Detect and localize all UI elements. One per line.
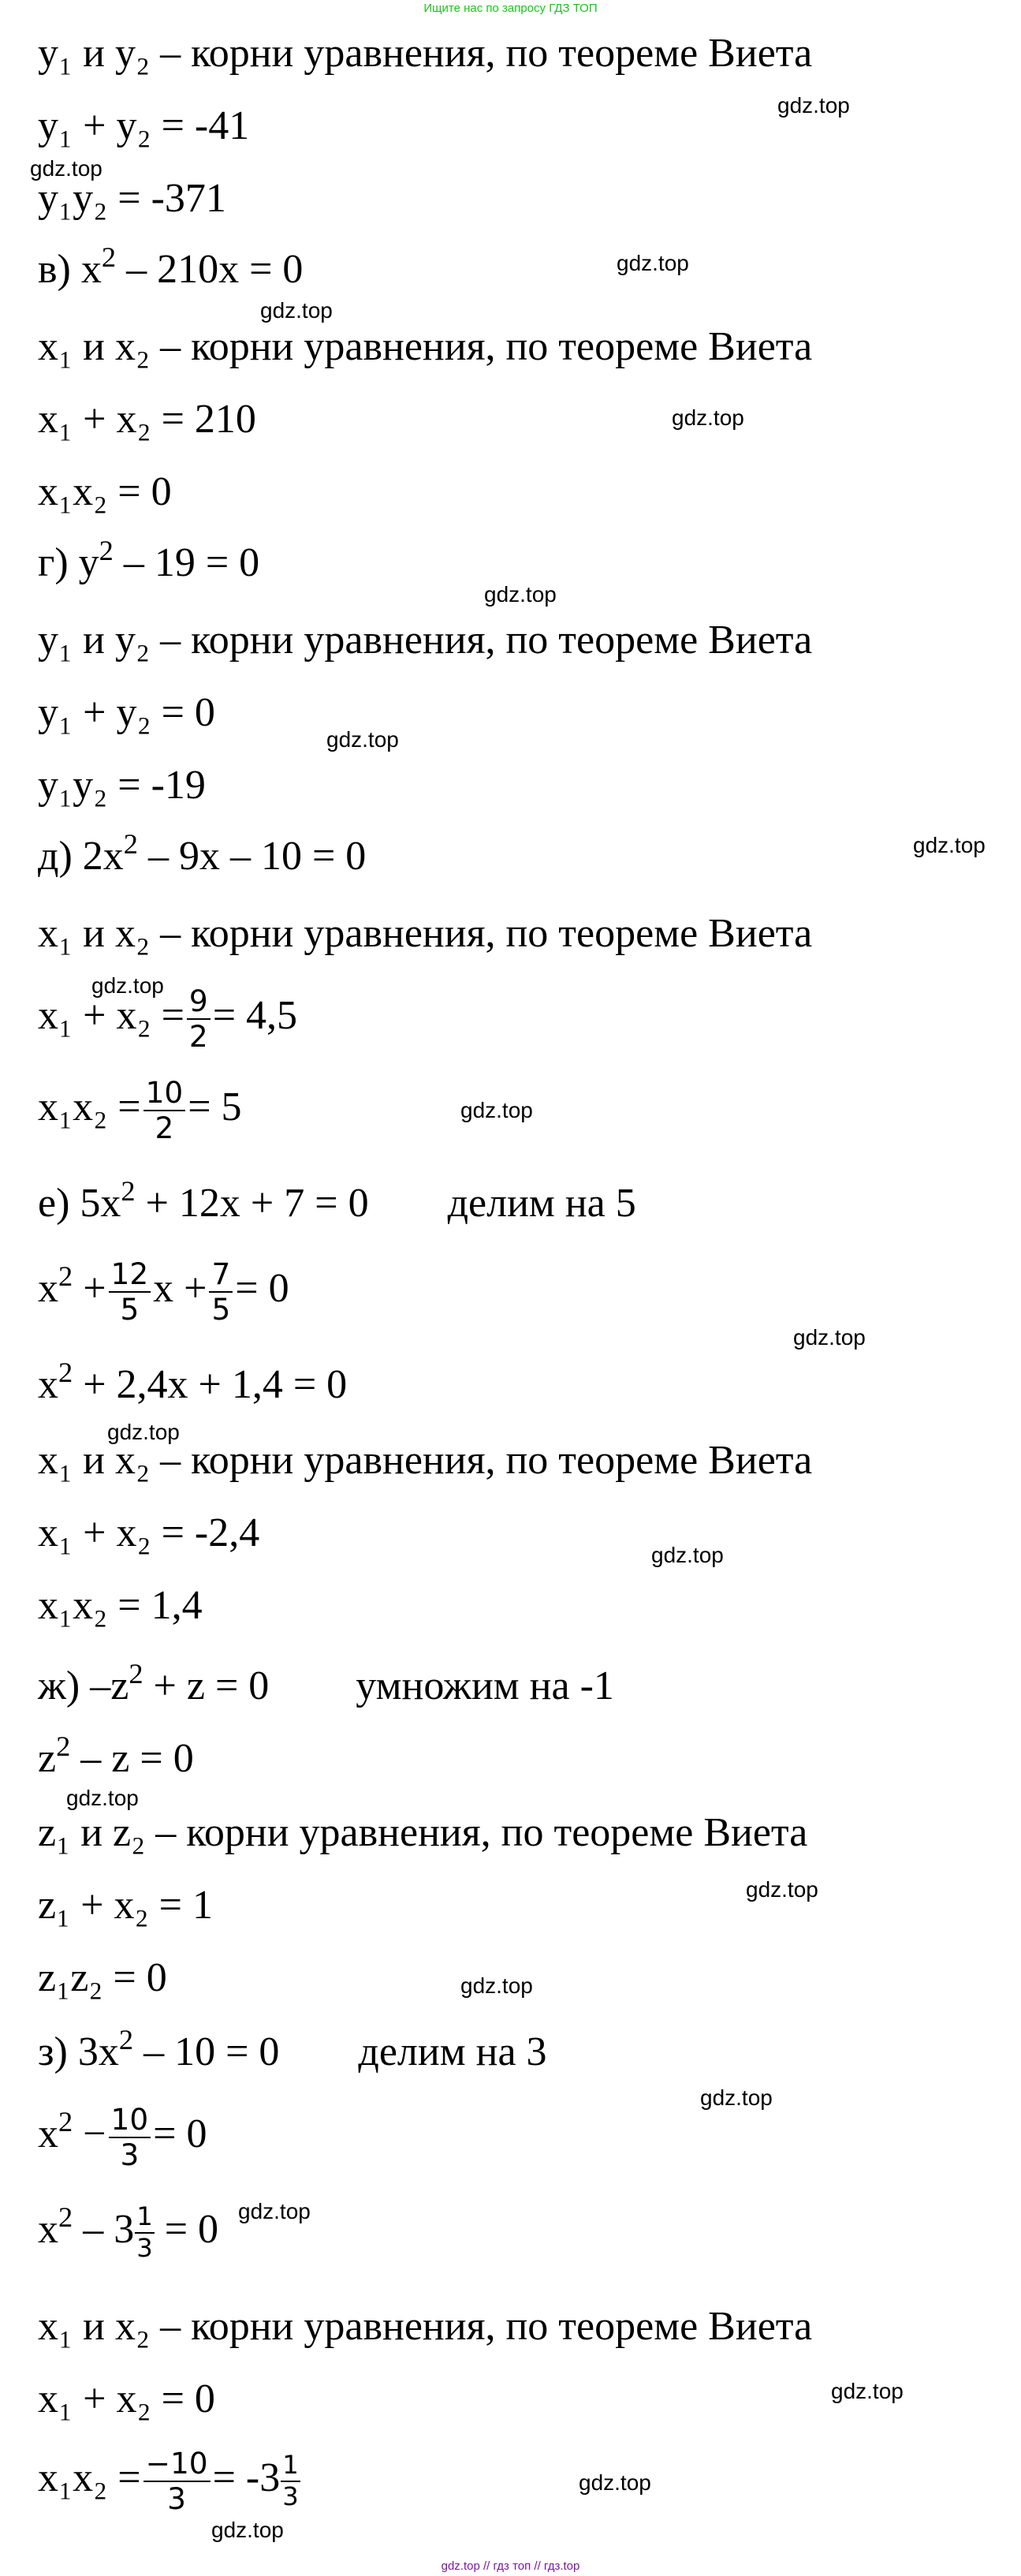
equation-z-divided: $x^2$ − $\frac{10}{3}$ = 0 <box>38 2102 207 2173</box>
vieta-statement-zh: z₁ и z₂ – корни уравнения, по теореме Виета <box>38 1810 808 1855</box>
equation-e-decimal: $x^2 + 2,4x + 1,4 = 0$ <box>38 1356 348 1407</box>
watermark: gdz.top <box>672 405 744 430</box>
watermark: gdz.top <box>579 2470 651 2495</box>
watermark: gdz.top <box>326 727 399 752</box>
watermark: gdz.top <box>700 2085 773 2110</box>
vieta-statement-d: x₁ и x₂ – корни уравнения, по теореме Виета <box>38 911 813 956</box>
watermark: gdz.top <box>460 1098 533 1122</box>
watermark: gdz.top <box>617 251 689 275</box>
watermark: gdz.top <box>460 1973 533 1998</box>
product-of-roots-v: x₁x₂ = 0 <box>38 469 172 514</box>
watermark: gdz.top <box>30 156 102 181</box>
equation-d: д) $2x^2 - 9x - 10 = 0$ <box>38 827 367 879</box>
watermark: gdz.top <box>91 973 164 998</box>
vieta-statement-v: x₁ и x₂ – корни уравнения, по теореме Виета <box>38 324 813 369</box>
product-of-roots-e: x₁x₂ = 1,4 <box>38 1583 203 1628</box>
footer-links: gdz.top // гдз топ // гдз.top <box>441 2559 580 2573</box>
vieta-statement-z: x₁ и x₂ – корни уравнения, по теореме Виета <box>38 2304 813 2349</box>
watermark: gdz.top <box>211 2518 284 2542</box>
equation-z: з) $3x^2 - 10 = 0$ делим на 3 <box>38 2023 547 2074</box>
sum-of-roots-g: y₁ + y₂ = 0 <box>38 690 215 735</box>
product-of-roots-zh: z₁z₂ = 0 <box>38 1955 167 2000</box>
vieta-statement-e: x₁ и x₂ – корни уравнения, по теореме Виета <box>38 1438 813 1483</box>
equation-zh: ж) $-z^2 + z = 0$ умножим на -1 <box>38 1657 614 1708</box>
watermark: gdz.top <box>651 1543 724 1567</box>
watermark: gdz.top <box>107 1420 180 1444</box>
watermark: gdz.top <box>913 833 986 857</box>
vieta-statement-g: y₁ и y₂ – корни уравнения, по теореме Виета <box>38 618 813 663</box>
watermark: gdz.top <box>746 1877 818 1902</box>
fraction: $\frac{10}{3}$ <box>109 2104 151 2171</box>
sum-of-roots-zh: z₁ + x₂ = 1 <box>38 1883 213 1928</box>
fraction: $\frac{1}{3}$ <box>136 2201 153 2263</box>
fraction: $\frac{7}{5}$ <box>209 1259 233 1326</box>
watermark: gdz.top <box>777 93 850 118</box>
fraction: $\frac{1}{3}$ <box>282 2450 299 2512</box>
watermark: gdz.top <box>238 2199 311 2223</box>
equation-v: в) $x^2 - 210x = 0$ <box>38 241 304 292</box>
sum-of-roots-z: x₁ + x₂ = 0 <box>38 2376 215 2421</box>
watermark: gdz.top <box>793 1325 866 1350</box>
search-banner: Ищите нас по запросу ГДЗ ТОП <box>423 2 598 15</box>
fraction: $\frac{9}{2}$ <box>187 986 211 1053</box>
product-of-roots-d: x₁x₂ = $\frac{10}{2}$ = 5 <box>38 1075 242 1146</box>
fraction: $\frac{10}{2}$ <box>143 1077 186 1144</box>
fraction: $\frac{-10}{3}$ <box>143 2448 211 2515</box>
product-of-roots-g: y₁y₂ = -19 <box>38 763 206 808</box>
watermark: gdz.top <box>66 1786 139 1810</box>
sum-of-roots-y: y₁ + y₂ = -41 <box>38 103 250 148</box>
equation-e-divided: $x^2$ + $\frac{12}{5}$ x + $\frac{7}{5}$ = 0 <box>38 1256 289 1327</box>
sum-of-roots-v: x₁ + x₂ = 210 <box>38 397 256 442</box>
equation-z-mixed: $x^2 - 3$ $\frac{1}{3}$ = 0 <box>38 2201 219 2263</box>
fraction: $\frac{12}{5}$ <box>109 1259 151 1326</box>
equation-e: е) $5x^2 + 12x + 7 = 0$ делим на 5 <box>38 1174 636 1226</box>
sum-of-roots-d: x₁ + x₂ = $\frac{9}{2}$ = 4,5 <box>38 984 298 1055</box>
product-of-roots-z: x₁x₂ = $\frac{-10}{3}$ = -3 $\frac{1}{3}$ <box>38 2446 299 2517</box>
watermark: gdz.top <box>831 2379 904 2403</box>
watermark: gdz.top <box>260 298 333 323</box>
watermark: gdz.top <box>484 582 557 607</box>
sum-of-roots-e: x₁ + x₂ = -2,4 <box>38 1510 260 1555</box>
vieta-statement-y: y₁ и y₂ – корни уравнения, по теореме Виета <box>38 31 813 76</box>
product-of-roots-y: y₁y₂ = -371 <box>38 176 226 221</box>
equation-zh-multiplied: $z^2 - z = 0$ <box>38 1730 194 1781</box>
equation-g: г) $y^2 - 19 = 0$ <box>38 534 260 585</box>
